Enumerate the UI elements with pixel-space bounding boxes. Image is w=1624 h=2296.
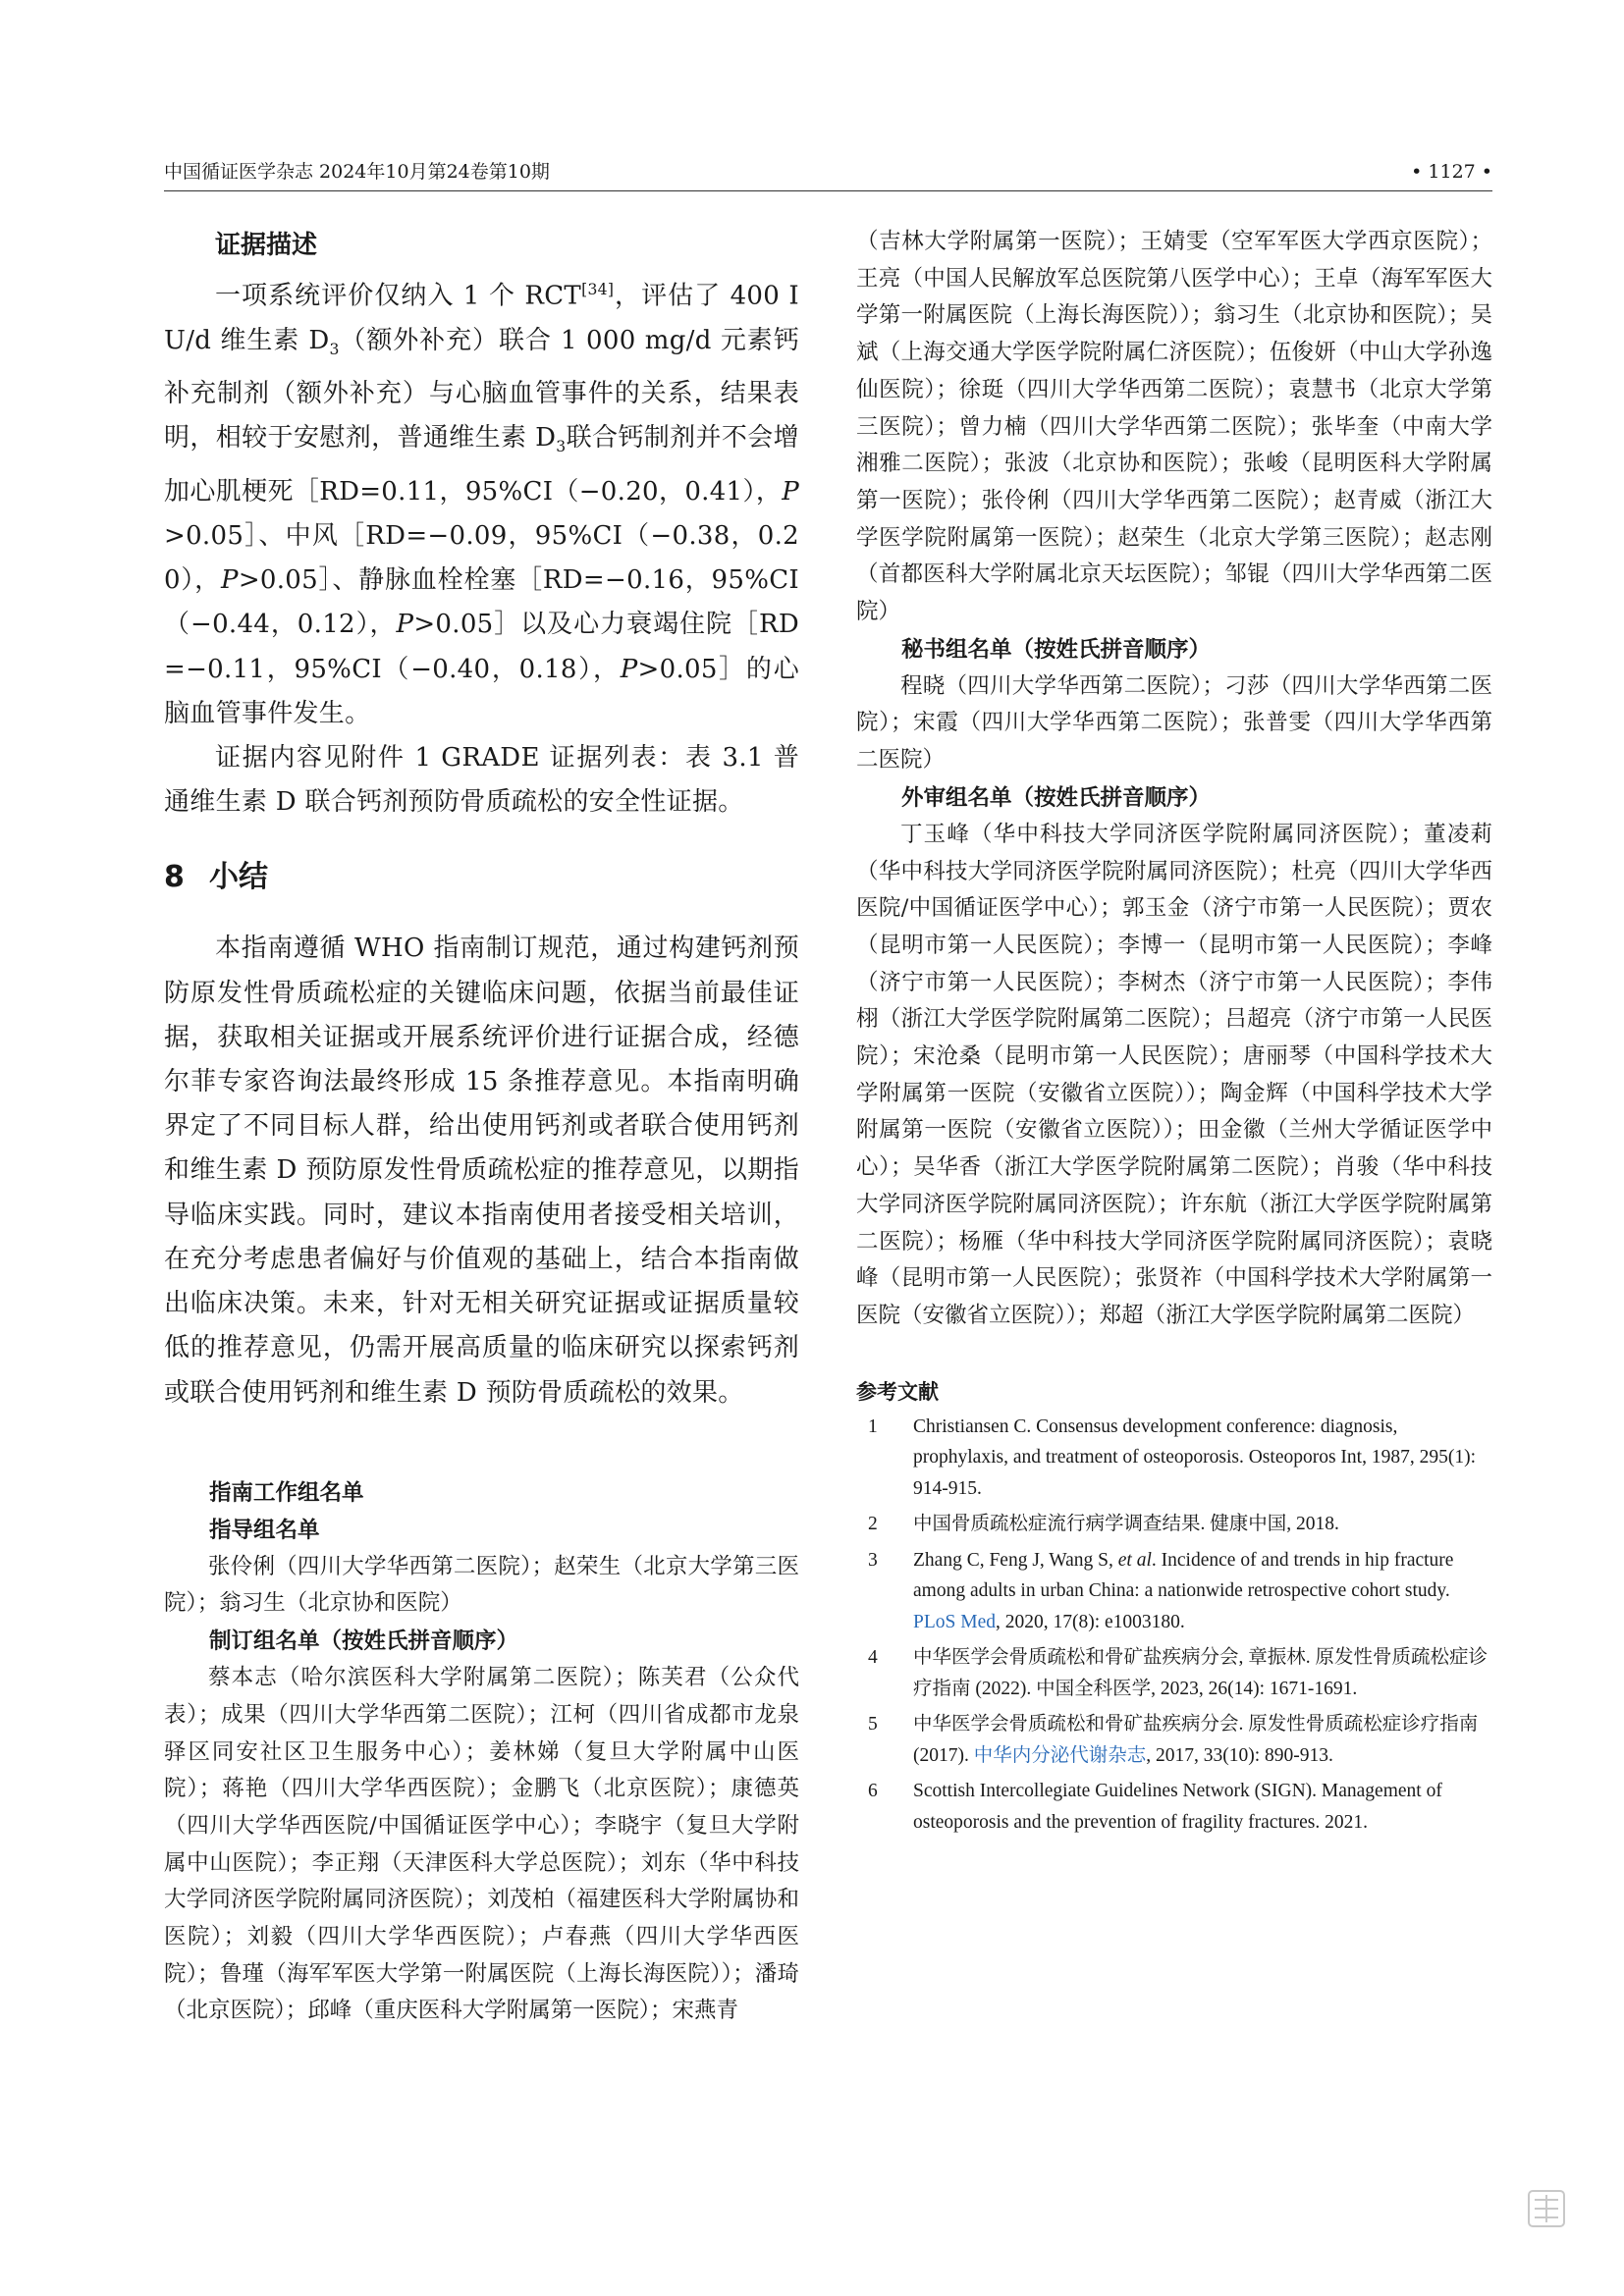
- reference-item: 4 中华医学会骨质疏松和骨矿盐疾病分会, 章振林. 原发性骨质疏松症诊疗指南 (2022). 中国全科医学, 2023, 26(14): 1671-1691.: [868, 1647, 1489, 1699]
- page-number: • 1127 •: [1411, 161, 1492, 183]
- reference-item: 1 Christiansen C. Consensus development conference: diagnosis, prophylaxis, and treatment of osteoporosis. Osteoporos Int, 1987, 295(1): 914-915.: [868, 1415, 1476, 1499]
- journal-issue: 中国循证医学杂志 2024年10月第24卷第10期: [164, 161, 550, 183]
- journal-link[interactable]: PLoS Med: [913, 1611, 996, 1632]
- journal-link[interactable]: 中华内分泌代谢杂志: [973, 1744, 1147, 1766]
- left-column: [164, 224, 799, 2030]
- secretary-group-title: 秘书组名单（按姓氏拼音顺序）: [901, 636, 1212, 663]
- groups-title: 指南工作组名单: [209, 1479, 364, 1506]
- drafting-group-list-part1: 蔡本志（哈尔滨医科大学附属第二医院）；陈芙君（公众代表）；成果（四川大学华西第二医院）；江柯（四川省成都市龙泉驿区同安社区卫生服务中心）；姜林娣（复旦大学附属中山医院）；蒋艳（四川大学华西医院）；金鹏飞（北京医院）；康德英（四川大学华西医院/中国循证医学中心）；李晓宇（复旦大学附属中山医院）；李正翔（天津医科大学总医院）；刘东（华中科技大学同济医学院附属同济医院）；刘茂柏（福建医科大学附属协和医院）；刘毅（四川大学华西医院）；卢春燕（四川大学华西医院）；鲁瑾（海军军医大学第一附属医院（上海长海医院））；潘琦（北京医院）；邱峰（重庆医科大学附属第一医院）；宋燕青: [164, 1665, 799, 2024]
- review-group-title: 外审组名单（按姓氏拼音顺序）: [901, 784, 1212, 811]
- reference-list: [856, 1412, 1492, 1839]
- references-heading: 参考文献: [856, 1379, 939, 1404]
- drafting-group-title: 制订组名单（按姓氏拼音顺序）: [209, 1629, 519, 1655]
- reference-item: 3 Zhang C, Feng J, Wang S, et al. Incidence of and trends in hip fracture among adults in urban China: a nationwide retrospective cohort study. PLoS Med, 2020, 17(8): e1003180.: [868, 1549, 1454, 1632]
- secretary-group-list: 程晓（四川大学华西第二医院）；刁莎（四川大学华西第二医院）；宋霞（四川大学华西第二医院）；张普雯（四川大学华西第二医院）: [856, 672, 1492, 774]
- citation: [34]: [581, 281, 615, 298]
- reference-item: 5 中华医学会骨质疏松和骨矿盐疾病分会. 原发性骨质疏松症诊疗指南 (2017). 中华内分泌代谢杂志, 2017, 33(10): 890-913.: [868, 1714, 1479, 1766]
- summary-heading: 8 小结: [164, 860, 268, 895]
- evidence-paragraph: 一项系统评价仅纳入 1 个 RCT[34]，评估了 400 IU/d 维生素 $D_3$（额外补充）联合 1 000 mg/d 元素钙补充制剂（额外补充）与心脑血管事件的关系，结果表明，相较于安慰剂，普通维生素 $D_3$联合钙制剂并不会增加心肌梗死［RD=0.11，95%CI（−0.20，0.41），P>0.05］、中风［RD=−0.09，95%CI（−0.38，0.20），P>0.05］、静脉血栓栓塞［RD=−0.16，95%CI（−0.44，0.12），P>0.05］以及心力衰竭住院［RD=−0.11，95%CI（−0.40，0.18），P>0.05］的心脑血管事件发生。: [164, 281, 800, 728]
- journal-logo-icon: [1525, 2187, 1568, 2230]
- review-group-list: 丁玉峰（华中科技大学同济医学院附属同济医院）；董凌莉（华中科技大学同济医学院附属同济医院）；杜亮（四川大学华西医院/中国循证医学中心）；郭玉金（济宁市第一人民医院）；贾农（昆明市第一人民医院）；李博一（昆明市第一人民医院）；李峰（济宁市第一人民医院）；李树杰（济宁市第一人民医院）；李伟栩（浙江大学医学院附属第二医院）；吕超亮（济宁市第一人民医院）；宋沧桑（昆明市第一人民医院）；唐丽琴（中国科学技术大学附属第一医院（安徽省立医院））；陶金辉（中国科学技术大学附属第一医院（安徽省立医院））；田金徽（兰州大学循证医学中心）；吴华香（浙江大学医学院附属第二医院）；肖骏（华中科技大学同济医学院附属同济医院）；许东航（浙江大学医学院附属第二医院）；杨雁（华中科技大学同济医学院附属同济医院）；袁晓峰（昆明市第一人民医院）；张贤祚（中国科学技术大学附属第一医院（安徽省立医院））；郑超（浙江大学医学院附属第二医院）: [856, 821, 1492, 1328]
- guidance-group-list: 张伶俐（四川大学华西第二医院）；赵荣生（北京大学第三医院）；翁习生（北京协和医院）: [164, 1553, 799, 1617]
- running-header: [164, 157, 1492, 191]
- evidence-heading: 证据描述: [215, 231, 318, 260]
- drafting-group-list-part2: （吉林大学附属第一医院）；王婧雯（空军军医大学西京医院）；王亮（中国人民解放军总医院第八医学中心）；王卓（海军军医大学第一附属医院（上海长海医院））；翁习生（北京协和医院）；吴斌（上海交通大学医学院附属仁济医院）；伍俊妍（中山大学孙逸仙医院）；徐珽（四川大学华西第二医院）；袁慧书（北京大学第三医院）；曾力楠（四川大学华西第二医院）；张毕奎（中南大学湘雅二医院）；张波（北京协和医院）；张峻（昆明医科大学附属第一医院）；张伶俐（四川大学华西第二医院）；赵青威（浙江大学医学院附属第一医院）；赵荣生（北京大学第三医院）；赵志刚（首都医科大学附属北京天坛医院）；邹锟（四川大学华西第二医院）: [856, 229, 1492, 625]
- summary-paragraph: 本指南遵循 WHO 指南制订规范，通过构建钙剂预防原发性骨质疏松症的关键临床问题，依据当前最佳证据，获取相关证据或开展系统评价进行证据合成，经德尔菲专家咨询法最终形成 15 条推荐意见。本指南明确界定了不同目标人群，给出使用钙剂或者联合使用钙剂和维生素 D 预防原发性骨质疏松症的推荐意见，以期指导临床实践。同时，建议本指南使用者接受相关培训，在充分考虑患者偏好与价值观的基础上，结合本指南做出临床决策。未来，针对无相关研究证据或证据质量较低的推荐意见，仍需开展高质量的临床研究以探索钙剂或联合使用钙剂和维生素 D 预防骨质疏松的效果。: [164, 934, 799, 1408]
- reference-item: 6 Scottish Intercollegiate Guidelines Network (SIGN). Management of osteoporosis and the prevention of fragility fractures. 2021.: [868, 1781, 1442, 1833]
- right-column: [856, 224, 1492, 1842]
- reference-item: 2 中国骨质疏松症流行病学调查结果. 健康中国, 2018.: [868, 1514, 1339, 1535]
- evidence-appendix-paragraph: 证据内容见附件 1 GRADE 证据列表：表 3.1 普通维生素 D 联合钙剂预防骨质疏松的安全性证据。: [164, 743, 799, 818]
- guidance-group-title: 指导组名单: [209, 1517, 320, 1543]
